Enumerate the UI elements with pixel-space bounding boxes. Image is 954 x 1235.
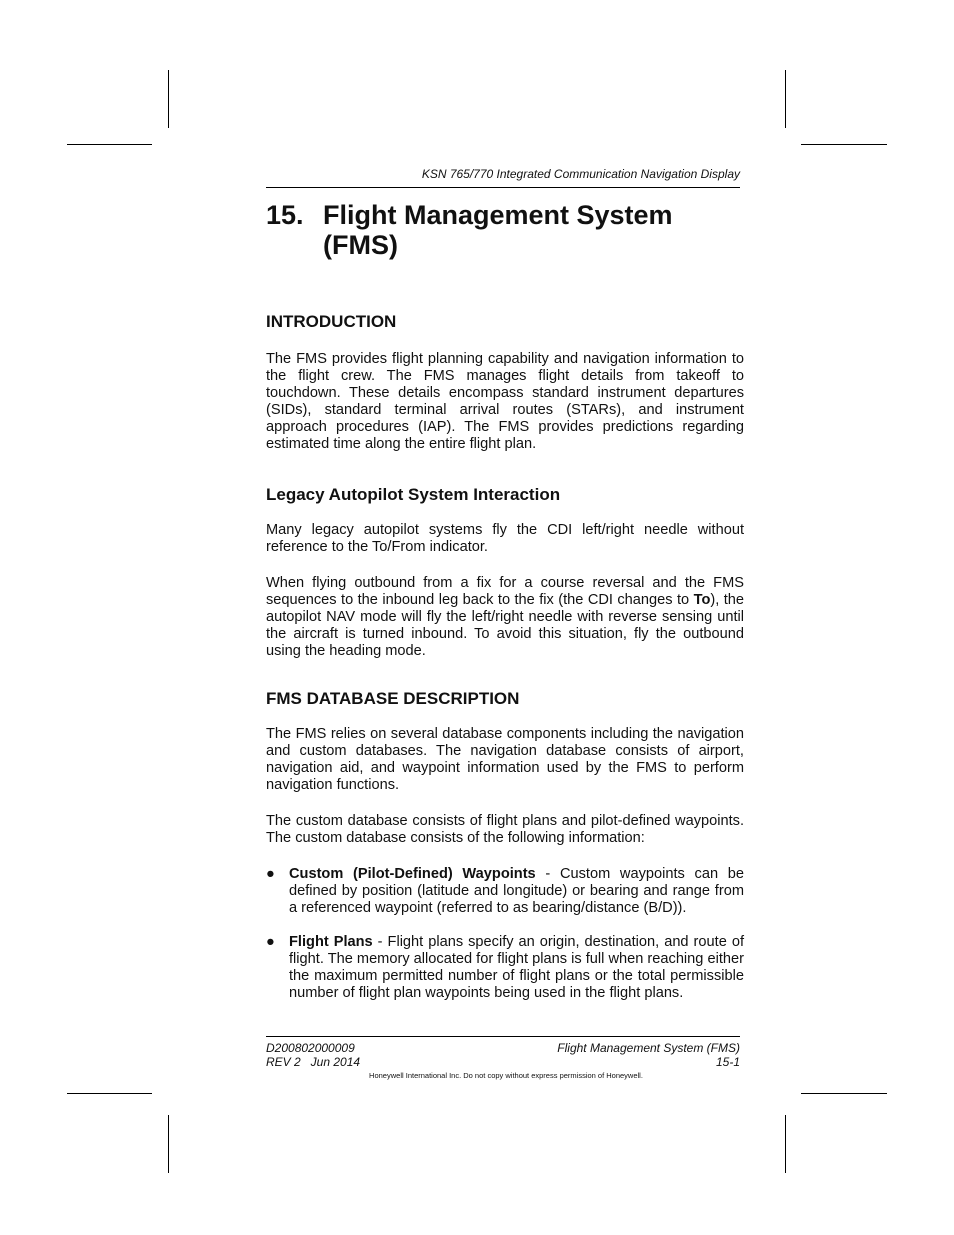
running-header: KSN 765/770 Integrated Communication Navigation Display [421,167,740,181]
crop-mark [67,144,152,145]
footer-section-info [440,1041,740,1069]
paragraph-text: ), the autopilot NAV mode will fly the left/right needle with reverse sensing until the aircraft is turned inbound. To avoid this situation, fly the outbound using the heading mode. [266,592,744,659]
footer-rule [266,1036,740,1037]
fms-database-heading: FMS DATABASE DESCRIPTION [266,689,520,708]
crop-mark [801,144,887,145]
crop-mark [168,70,169,128]
introduction-paragraph: The FMS provides flight planning capability and navigation information to the flight crew. The FMS manages flight details from takeoff to touchdown. These details encompass standard instrument departures (SIDs), standard terminal arrival routes (STARs), and instrument approach procedures (IAP). The FMS provides predictions regarding estimated time along the entire flight plan. [266,351,744,452]
document-number: D200802000009 [266,1041,355,1055]
database-components-list [266,866,744,1002]
page-number: 15-1 [715,1055,740,1069]
legacy-autopilot-heading: Legacy Autopilot System Interaction [266,485,561,504]
list-item-term: Flight Plans [289,934,373,950]
fms-database-paragraph-1: The FMS relies on several database components including the navigation and custom databases. The navigation database consists of airport, navigation aid, and waypoint information used by the FMS to perform navigation functions. [266,726,744,793]
list-item-text: - Flight plans specify an origin, destination, and route of flight. The memory allocated for flight plans is full when reaching either the maximum permitted number of flight plans or the total permissible number of flight plan waypoints being used in the flight plans. [289,934,744,1001]
header-rule [266,187,740,188]
footer-section-title: Flight Management System (FMS) [557,1041,740,1055]
crop-mark [785,70,786,128]
paragraph-text: When flying outbound from a fix for a course reversal and the FMS sequences to the inbound leg back to the fix (the CDI changes to [266,575,744,608]
crop-mark [801,1093,887,1094]
footer-document-info [266,1041,360,1069]
crop-mark [67,1093,152,1094]
list-item-text: - Custom waypoints can be defined by position (latitude and longitude) or bearing and range from a referenced waypoint (referred to as bearing/distance (B/D)). [289,866,744,916]
list-item-term: Custom (Pilot-Defined) Waypoints [289,866,536,882]
legacy-autopilot-paragraph-1: Many legacy autopilot systems fly the CDI left/right needle without reference to the To/From indicator. [266,522,744,555]
revision-date: REV 2 Jun 2014 [266,1055,361,1069]
chapter-title-line2: (FMS) [323,230,398,260]
bullet-icon: ● [266,866,275,882]
bullet-icon: ● [266,934,275,950]
chapter-number: 15. [266,200,304,230]
list-item [266,934,744,1002]
chapter-title-line1: Flight Management System [323,200,673,230]
crop-mark [168,1115,169,1173]
page-content [266,310,744,1002]
chapter-title [266,200,746,260]
copyright-notice: Honeywell International Inc. Do not copy without express permission of Honeywell. [369,1071,643,1080]
legacy-autopilot-paragraph-2 [266,575,744,660]
crop-mark [785,1115,786,1173]
to-indicator-term: To [693,592,711,608]
list-item [266,866,744,917]
fms-database-paragraph-2: The custom database consists of flight plans and pilot-defined waypoints. The custom database consists of the following information: [266,813,744,846]
introduction-heading: INTRODUCTION [266,312,397,331]
